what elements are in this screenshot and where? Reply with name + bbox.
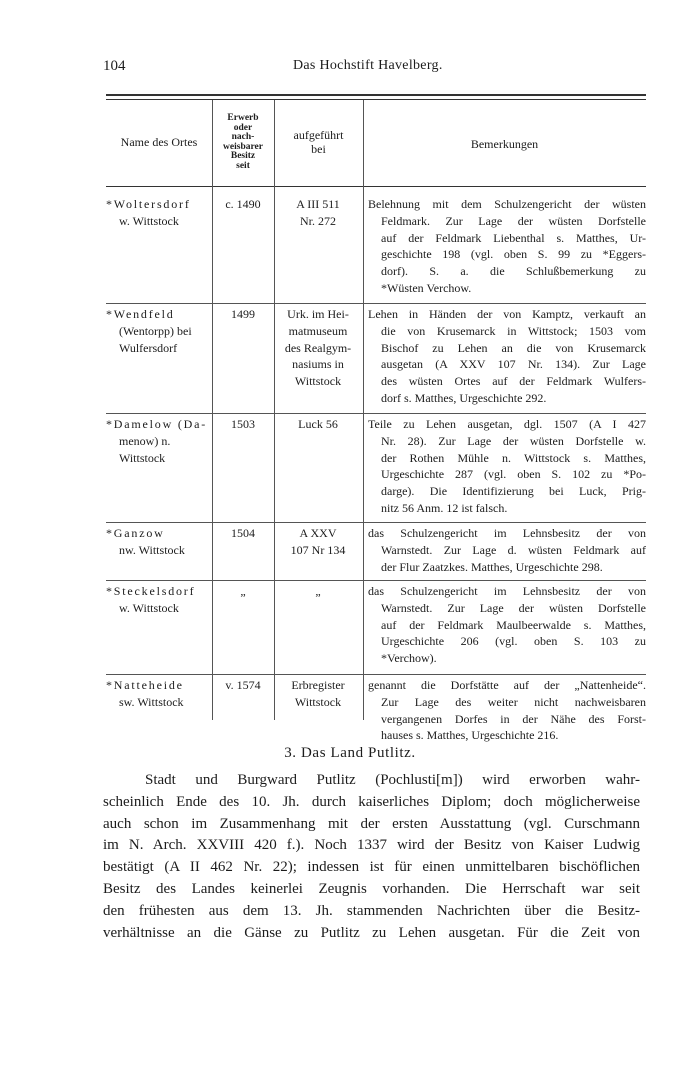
source-line: Urk. im Hei- — [287, 307, 349, 321]
table-row-bemerkungen — [368, 416, 646, 517]
page-number: 104 — [103, 58, 126, 74]
remark-line: auf der Feldmark Liebenthal s. Matthes, Ur- — [381, 230, 646, 245]
header-erwerb-line: Erwerb — [227, 113, 259, 123]
table-row-name — [106, 196, 210, 230]
header-erwerb — [212, 114, 274, 171]
place-name: *Natteheide — [106, 678, 184, 692]
remark-line: Lehen in Händen der von Kamptz, verkauft an — [368, 307, 646, 321]
table-row-name — [106, 583, 210, 617]
table-row-erwerb: v. 1574 — [225, 678, 261, 692]
row-separator — [106, 522, 646, 523]
source-line: des Realgym- — [284, 340, 352, 355]
body-line: auch schon im Zusammenhang mit der ersten Ausstattung (vgl. Curschmann — [103, 815, 640, 832]
remark-line: *Wüsten Verchow. — [381, 280, 472, 295]
place-location: w. Wittstock — [119, 600, 179, 615]
remark-line: der Rothen Mühle n. Wittstock s. Matthes, — [381, 450, 646, 465]
table-header-rule — [106, 186, 646, 187]
body-line: scheinlich Ende des 10. Jh. durch kaiserliches Diplom; doch möglicherweise — [103, 793, 640, 810]
body-line: im N. Arch. XXVIII 420 f.). Noch 1337 wird der Besitz von Kaiser Ludwig — [103, 837, 640, 854]
table-row-aufgefuehrt — [277, 416, 359, 433]
source-line: Wittstock — [294, 694, 342, 709]
header-name: Name des Ortes — [120, 135, 198, 149]
source-line: 107 Nr 134 — [290, 542, 346, 557]
row-separator — [106, 674, 646, 675]
table-row-erwerb: 1504 — [231, 526, 255, 540]
table-row-aufgefuehrt — [277, 196, 359, 230]
header-bemerkungen: Bemerkungen — [470, 137, 539, 151]
source-line: Wittstock — [294, 374, 342, 389]
body-line: Stadt und Burgward Putlitz (Pochlusti[m]) wird erworben wahr- — [145, 772, 640, 788]
remark-line: Bischof zu Lehen an die von Krusemarck — [381, 340, 646, 355]
table-row-name — [106, 306, 210, 356]
remark-line: Urgeschichte 206 (vgl. oben S. 103 zu — [381, 634, 646, 649]
remark-line: ausgetan (A XXV 107 Nr. 134). Zur Lage — [381, 357, 646, 372]
header-aufgefuehrt-line: aufgeführt — [293, 128, 344, 142]
column-divider — [274, 100, 275, 720]
remark-line: Zur Lage des weiter nicht nachweisbaren — [381, 694, 646, 709]
body-line: den frühesten aus dem 13. Jh. stammenden Nachrichten über die Besitz- — [103, 902, 640, 919]
remark-line: Nr. 28). Zur Lage der wüsten Dorfstelle w. — [381, 433, 646, 448]
source-line: Luck 56 — [298, 417, 338, 431]
remark-line: dorf s. Matthes, Urgeschichte 292. — [381, 390, 547, 405]
table-row-aufgefuehrt — [277, 525, 359, 559]
remark-line: auf der Feldmark Maulbeerwalde s. Matthes, — [381, 617, 646, 632]
place-location: w. Wittstock — [119, 213, 179, 228]
remark-line: *Verchow). — [381, 651, 437, 666]
header-erwerb-line: nach- — [231, 132, 255, 142]
body-line: Besitz des Landes keinerlei Zeugnis vorhanden. Die Herrschaft war seit — [103, 880, 640, 897]
remark-line: Warnstedt. Zur Lage d. wüsten Feldmark auf — [381, 542, 646, 557]
place-location: Wittstock — [119, 450, 166, 465]
remark-line: die von Krusemarck in Wittstock; 1503 vom — [381, 323, 646, 338]
header-erwerb-line: Besitz — [230, 151, 256, 161]
body-line: bestätigt (A II 462 Nr. 22); indessen ist für einen unmittelbaren bischöflichen — [103, 859, 640, 876]
remark-line: nitz 56 Anm. 12 ist falsch. — [381, 500, 508, 515]
place-location: nw. Wittstock — [119, 542, 185, 557]
remark-line: Teile zu Lehen ausgetan, dgl. 1507 (A I 427 — [368, 417, 646, 431]
row-separator — [106, 303, 646, 304]
source-line: A III 511 — [296, 197, 340, 211]
table-row-bemerkungen — [368, 525, 646, 575]
table-row-erwerb: c. 1490 — [225, 197, 261, 211]
table-row-name — [106, 677, 210, 711]
body-paragraph — [103, 770, 640, 944]
remark-line: hauses s. Matthes, Urgeschichte 216. — [381, 728, 559, 743]
table-row-bemerkungen — [368, 677, 646, 744]
remark-line: Warnstedt. Zur Lage der wüsten Dorfstelle — [381, 600, 646, 615]
place-name: *Wendfeld — [106, 307, 175, 321]
remark-line: dorf). S. a. die Schlußbemerkung zu — [381, 264, 646, 279]
header-aufgefuehrt — [274, 128, 363, 156]
place-location: sw. Wittstock — [119, 694, 184, 709]
place-name: *Woltersdorf — [106, 197, 191, 211]
table-row-erwerb: 1503 — [231, 417, 255, 431]
table-row-bemerkungen — [368, 306, 646, 407]
remark-line: vergangenen Dorfes in der Nähe des Forst- — [381, 711, 646, 726]
remark-line: des wüsten Ortes auf der Feldmark Wulfers- — [381, 374, 646, 389]
table-row-aufgefuehrt — [277, 583, 359, 600]
table-row-aufgefuehrt — [277, 677, 359, 711]
header-erwerb-line: weisbarer — [223, 141, 263, 152]
table-row-name — [106, 525, 210, 559]
row-separator — [106, 413, 646, 414]
place-location: (Wentorpp) bei — [119, 323, 192, 338]
remark-line: Belehnung mit dem Schulzengericht der wüsten — [368, 197, 646, 211]
remark-line: genannt die Dorfstätte auf der „Nattenheide“. — [368, 678, 646, 692]
column-divider — [212, 100, 213, 720]
table-row-aufgefuehrt — [277, 306, 359, 390]
remark-line: der Flur Zaatzkes. Matthes, Urgeschichte 298. — [381, 559, 603, 574]
remark-line: geschichte 198 (vgl. oben S. 99 zu *Eggers- — [381, 247, 646, 262]
header-erwerb-line: oder — [233, 122, 253, 133]
column-divider — [363, 100, 364, 720]
place-location: Wulfersdorf — [119, 340, 178, 355]
place-location: menow) n. — [119, 433, 171, 448]
table-top-rule-thin — [106, 99, 646, 100]
remark-line: das Schulzengericht im Lehnsbesitz der von — [368, 584, 646, 598]
table-row-bemerkungen — [368, 583, 646, 667]
table-row-erwerb: 1499 — [231, 307, 255, 321]
table-row-name — [106, 416, 210, 466]
table-top-rule — [106, 94, 646, 96]
remark-line: darge). Die Identifizierung bei Luck, Prig- — [381, 484, 646, 499]
place-name: *Steckelsdorf — [106, 584, 196, 598]
source-line: A XXV — [299, 526, 337, 540]
place-name: *Ganzow — [106, 526, 165, 540]
source-line: matmuseum — [288, 323, 348, 338]
row-separator — [106, 580, 646, 581]
source-line: Nr. 272 — [300, 213, 336, 228]
table-row-bemerkungen — [368, 196, 646, 297]
remark-line: Feldmark. Zur Lage der wüsten Dorfstelle — [381, 213, 646, 228]
source-line: „ — [315, 584, 321, 598]
remark-line: Urgeschichte 287 (vgl. oben S. 102 zu *Po- — [381, 467, 646, 482]
source-line: Erbregister — [291, 678, 345, 692]
header-aufgefuehrt-line: bei — [311, 142, 326, 156]
section-title: 3. Das Land Putlitz. — [284, 745, 416, 761]
place-name: *Damelow (Da- — [106, 417, 208, 431]
table-row-erwerb: „ — [240, 584, 246, 598]
header-erwerb-line: seit — [236, 160, 250, 171]
source-line: nasiums in — [292, 357, 344, 372]
body-line: verhältnisse an die Gänse zu Putlitz zu Lehen ausgetan. Für die Zeit von — [103, 924, 640, 941]
running-head: Das Hochstift Havelberg. — [293, 58, 443, 73]
remark-line: das Schulzengericht im Lehnsbesitz der von — [368, 526, 646, 540]
